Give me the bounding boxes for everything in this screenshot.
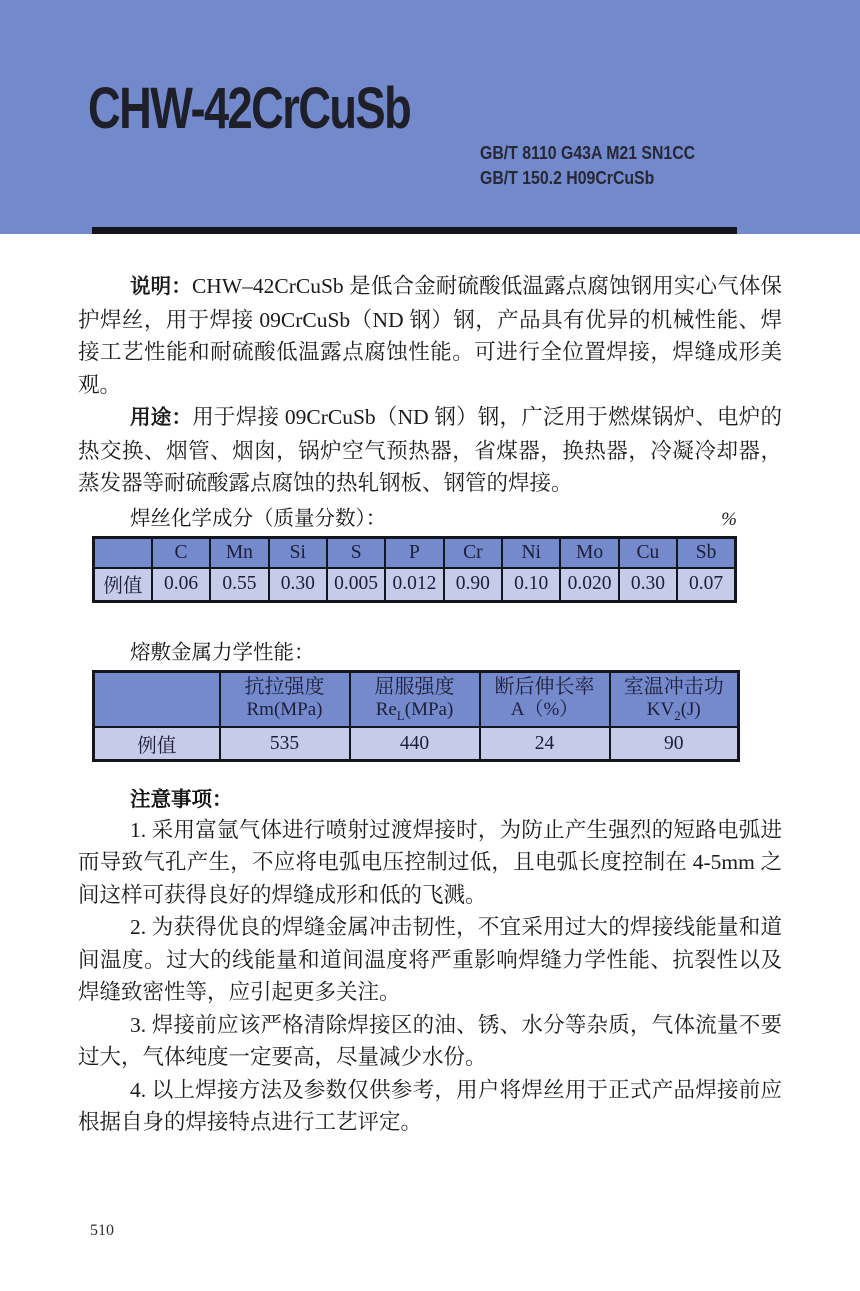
value-cell: 0.07: [677, 568, 735, 601]
intro-section: [78, 270, 782, 500]
notes-section-title: 注意事项：: [130, 787, 233, 811]
value-cell: 0.020: [560, 568, 618, 601]
column-header-cell: C: [152, 537, 210, 568]
property-symbol: Rm(MPa): [246, 698, 323, 720]
property-name: 屈服强度: [374, 675, 455, 698]
value-cell: 0.30: [619, 568, 677, 601]
usage-text: 用于焊接 09CrCuSb（ND 钢）钢，广泛用于燃煤锅炉、电炉的热交换、烟管、烟囱，锅炉空气预热器，省煤器，换热器，冷凝冷却器，蒸发器等耐硫酸露点腐蚀的热轧钢板、钢管的焊接。: [78, 405, 783, 495]
mechanical-header-row: [94, 671, 739, 727]
value-cell: 535: [220, 727, 350, 760]
property-name: 断后伸长率: [494, 675, 595, 698]
column-header-cell: P: [385, 537, 443, 568]
composition-unit: %: [721, 508, 737, 530]
product-title: CHW-42CrCuSb: [88, 76, 411, 141]
mechanical-value-row: [94, 727, 739, 760]
value-cell: 24: [480, 727, 610, 760]
row-label-cell: 例值: [94, 727, 220, 760]
property-symbol: A（%）: [510, 698, 579, 720]
property-name: 室温冲击功: [623, 675, 724, 698]
value-cell: 0.012: [385, 568, 443, 601]
mechanical-section-title: 熔敷金属力学性能：: [130, 640, 315, 664]
column-header-cell: S: [327, 537, 385, 568]
notes-list: [78, 814, 782, 1139]
composition-header-row: [94, 537, 736, 568]
property-symbol: $KV_2(J)$: [646, 698, 701, 723]
corner-cell: [94, 671, 220, 727]
note-item: 4. 以上焊接方法及参数仅供参考，用户将焊丝用于正式产品焊接前应根据自身的焊接特点进行工艺评定。: [78, 1077, 782, 1135]
column-header-cell: [480, 671, 610, 727]
row-label-cell: 例值: [94, 568, 152, 601]
column-header-cell: Cu: [619, 537, 677, 568]
property-name: 抗拉强度: [244, 675, 325, 698]
description-paragraph: [78, 270, 782, 401]
value-cell: 0.30: [269, 568, 327, 601]
column-header-cell: [350, 671, 480, 727]
column-header-cell: Sb: [677, 537, 735, 568]
note-item: 1. 采用富氩气体进行喷射过渡焊接时，为防止产生强烈的短路电弧进而导致气孔产生，不应将电弧电压控制过低，且电弧长度控制在 4-5mm 之间这样可获得良好的焊缝成形和低的飞溅。: [78, 817, 782, 907]
column-header-cell: [220, 671, 350, 727]
corner-cell: [94, 537, 152, 568]
composition-value-row: [94, 568, 736, 601]
standards-block: [480, 141, 695, 191]
property-symbol: $Re_L(MPa)$: [375, 698, 454, 723]
header-rule: [92, 227, 737, 234]
standard-line-1: GB/T 8110 G43A M21 SN1CC: [480, 143, 696, 163]
value-cell: 0.06: [152, 568, 210, 601]
column-header-cell: Ni: [502, 537, 560, 568]
value-cell: 0.10: [502, 568, 560, 601]
description-label: 说明：: [130, 275, 192, 298]
value-cell: 0.90: [444, 568, 502, 601]
usage-label: 用途：: [130, 406, 193, 429]
composition-title-row: [78, 501, 737, 531]
column-header-cell: Si: [269, 537, 327, 568]
column-header-cell: Cr: [444, 537, 502, 568]
description-text: CHW–42CrCuSb 是低合金耐硫酸低温露点腐蚀钢用实心气体保护焊丝，用于焊接 09CrCuSb（ND 钢）钢，产品具有优异的机械性能、焊接工艺性能和耐硫酸低温露点腐蚀性能。可进行全位置焊接，焊缝成形美观。: [78, 274, 782, 397]
note-item: 3. 焊接前应该严格清除焊接区的油、锈、水分等杂质，气体流量不要过大，气体纯度一定要高，尽量减少水份。: [78, 1012, 782, 1070]
value-cell: 90: [610, 727, 739, 760]
composition-section-title: 焊丝化学成分（质量分数）：: [130, 506, 387, 530]
page-header: [0, 0, 860, 234]
value-cell: 440: [350, 727, 480, 760]
value-cell: 0.005: [327, 568, 385, 601]
note-item: 2. 为获得优良的焊缝金属冲击韧性，不宜采用过大的焊接线能量和道间温度。过大的线能量和道间温度将严重影响焊缝力学性能、抗裂性以及焊缝致密性等，应引起更多关注。: [78, 915, 782, 1005]
value-cell: 0.55: [210, 568, 268, 601]
column-header-cell: Mo: [560, 537, 618, 568]
mechanical-table: [92, 670, 740, 762]
column-header-cell: Mn: [210, 537, 268, 568]
content-column: [0, 270, 860, 1139]
composition-table: [92, 536, 737, 603]
standard-line-2: GB/T 150.2 H09CrCuSb: [480, 168, 655, 188]
mechanical-title-row: [78, 635, 737, 665]
column-header-cell: [610, 671, 739, 727]
usage-paragraph: [78, 401, 782, 500]
page-number: 510: [90, 1222, 114, 1239]
